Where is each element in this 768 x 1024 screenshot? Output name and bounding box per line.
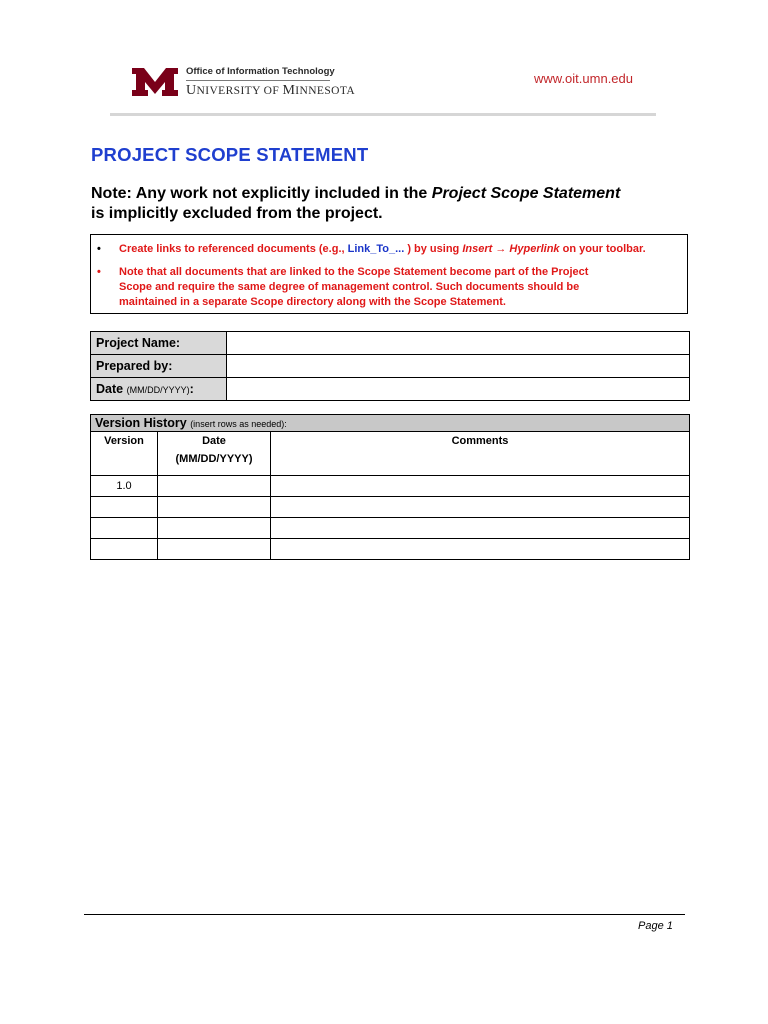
table-row xyxy=(91,476,690,497)
bullet-icon: • xyxy=(97,243,101,255)
document-title: PROJECT SCOPE STATEMENT xyxy=(91,144,369,165)
bullet-icon: • xyxy=(97,266,101,278)
date-cell[interactable] xyxy=(158,539,271,560)
date-column-header: Date (MM/DD/YYYY) xyxy=(158,432,271,476)
comments-cell[interactable] xyxy=(271,497,690,518)
instruction-2-line-3: maintained in a separate Scope directory along with the Scope Statement. xyxy=(119,296,506,308)
comments-cell[interactable] xyxy=(271,539,690,560)
table-row xyxy=(91,518,690,539)
instruction-2-line-2: Scope and require the same degree of management control. Such documents should be xyxy=(119,281,580,293)
project-info-table xyxy=(90,331,690,401)
org-divider xyxy=(186,80,330,81)
date-cell[interactable] xyxy=(158,476,271,497)
scope-note-line-2: is implicitly excluded from the project. xyxy=(91,205,383,222)
version-cell[interactable] xyxy=(91,539,158,560)
date-cell[interactable] xyxy=(158,497,271,518)
table-row xyxy=(91,539,690,560)
org-name: Office of Information Technology xyxy=(186,66,335,77)
date-field[interactable] xyxy=(227,378,690,401)
instruction-2-line-1: Note that all documents that are linked to the Scope Statement become part of the Project xyxy=(119,266,589,278)
prepared-by-label: Prepared by: xyxy=(91,355,227,378)
instructions-box xyxy=(90,234,688,314)
website-link[interactable]: www.oit.umn.edu xyxy=(534,71,633,86)
version-cell[interactable] xyxy=(91,497,158,518)
footer-divider xyxy=(84,914,685,915)
scope-note-line-1: Note: Any work not explicitly included in the Project Scope Statement xyxy=(91,185,621,202)
version-cell[interactable] xyxy=(91,518,158,539)
comments-cell[interactable] xyxy=(271,518,690,539)
table-row xyxy=(91,497,690,518)
example-link[interactable]: Link_To_... xyxy=(347,243,405,255)
version-column-header: Version xyxy=(91,432,158,476)
comments-cell[interactable] xyxy=(271,476,690,497)
prepared-by-field[interactable] xyxy=(227,355,690,378)
header-divider xyxy=(110,113,656,116)
version-cell[interactable]: 1.0 xyxy=(91,476,158,497)
project-name-label: Project Name: xyxy=(91,332,227,355)
version-history-header: Version History (insert rows as needed): xyxy=(91,415,690,432)
date-cell[interactable] xyxy=(158,518,271,539)
instruction-1: Create links to referenced documents (e.g., Link_To_... ) by using Insert → Hyperlink on your toolbar. xyxy=(119,243,646,255)
project-name-field[interactable] xyxy=(227,332,690,355)
comments-column-header: Comments xyxy=(271,432,690,476)
version-history-table xyxy=(90,414,690,560)
page-number: Page 1 xyxy=(638,920,673,932)
university-m-logo-icon xyxy=(130,66,180,98)
date-label: Date (MM/DD/YYYY): xyxy=(91,378,227,401)
university-name: UNIVERSITY OF MINNESOTA xyxy=(186,83,356,98)
